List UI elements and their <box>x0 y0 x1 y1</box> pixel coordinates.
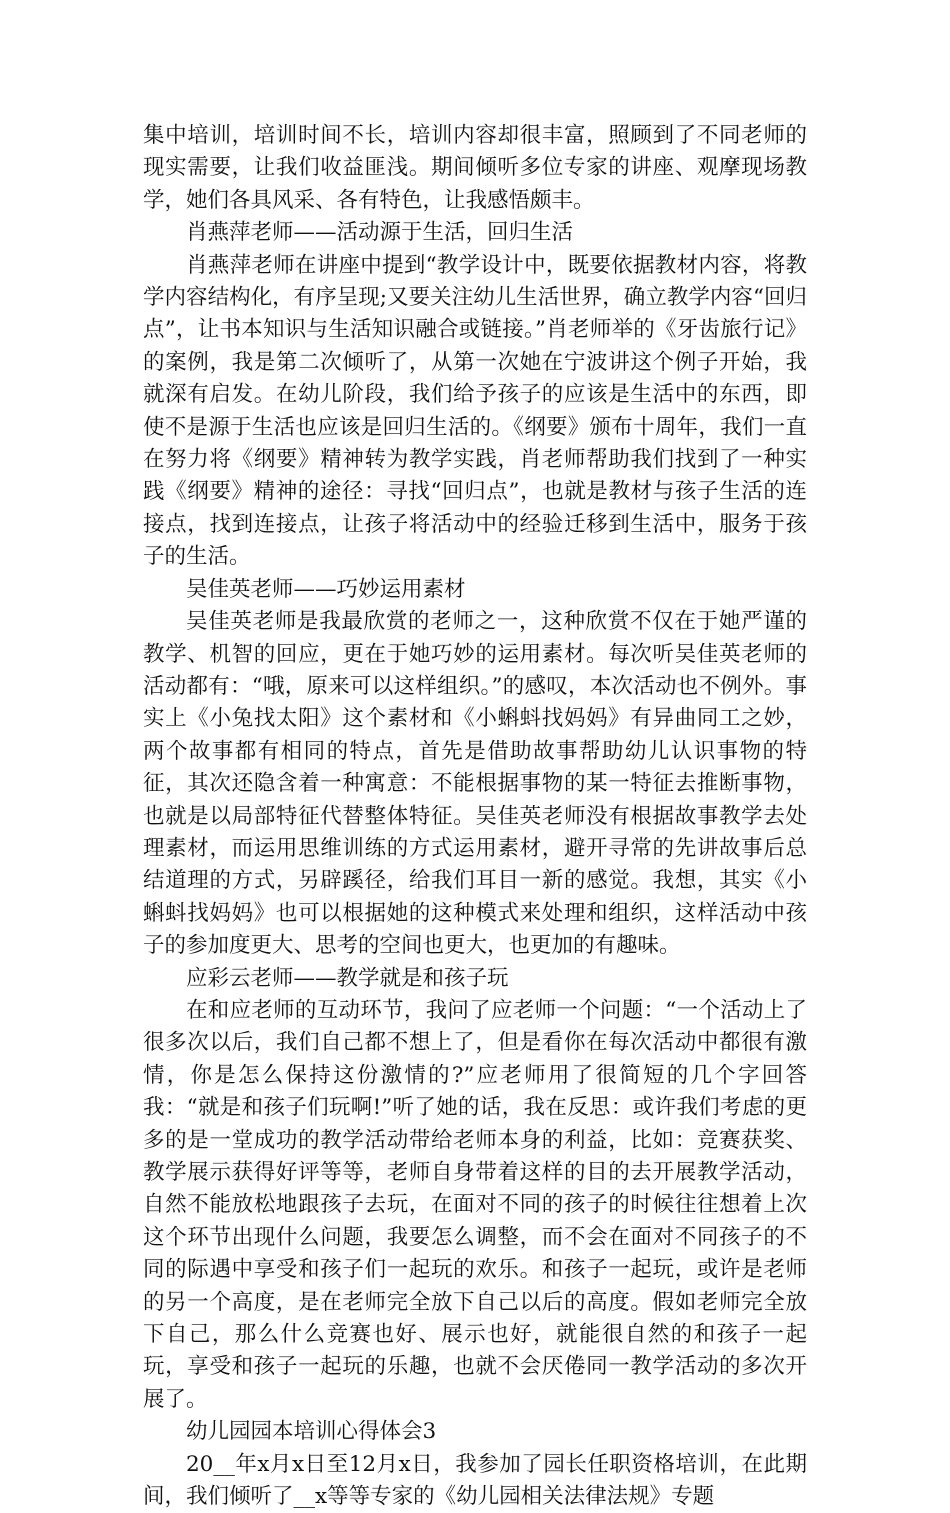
section-heading: 肖燕萍老师——活动源于生活，回归生活 <box>186 220 574 246</box>
body-paragraph: 吴佳英老师是我最欣赏的老师之一，这种欣赏不仅在于她严谨的教学、机智的回应，更在于她巧妙的运用素材。每次听吴佳英老师的活动都有：“哦，原来可以这样组织。”的感叹，本次活动也不例外。事实上《小兔找太阳》这个素材和《小蝌蚪找妈妈》有异曲同工之妙，两个故事都有相同的特点，首先是借助故事帮助幼儿认识事物的特征，其次还隐含着一种寓意：不能根据事物的某一特征去推断事物，也就是以局部特征代替整体特征。吴佳英老师没有根据故事教学去处理素材，而运用思维训练的方式运用素材，避开寻常的先讲故事后总结道理的方式，另辟蹊径，给我们耳目一新的感觉。我想，其实《小蝌蚪找妈妈》也可以根据她的这种模式来处理和组织，这样活动中孩子的参加度更大、思考的空间也更大，也更加的有趣味。 <box>143 609 807 959</box>
section-heading: 应彩云老师——教学就是和孩子玩 <box>186 965 509 991</box>
section-heading: 幼儿园园本培训心得体会3 <box>186 1419 437 1445</box>
body-paragraph: 肖燕萍老师在讲座中提到“教学设计中，既要依据教材内容，将教学内容结构化，有序呈现;又要关注幼儿生活世界，确立教学内容“回归点”，让书本知识与生活知识融合或链接。”肖老师举的《牙齿旅行记》的案例，我是第二次倾听了，从第一次她在宁波讲这个例子开始，我就深有启发。在幼儿阶段，我们给予孩子的应该是生活中的东西，即使不是源于生活也应该是回归生活的。《纲要》颁布十周年，我们一直在努力将《纲要》精神转为教学实践，肖老师帮助我们找到了一种实践《纲要》精神的途径：寻找“回归点”，也就是教材与孩子生活的连接点，找到连接点，让孩子将活动中的经验迁移到生活中，服务于孩子的生活。 <box>143 252 807 570</box>
document-page <box>143 120 807 1513</box>
section-heading: 吴佳英老师——巧妙运用素材 <box>186 576 466 602</box>
body-paragraph: 20__年x月x日至12月x日，我参加了园长任职资格培训，在此期间，我们倾听了__x等等专家的《幼儿园相关法律法规》专题 <box>143 1451 807 1510</box>
body-paragraph: 集中培训，培训时间不长，培训内容却很丰富，照顾到了不同老师的现实需要，让我们收益匪浅。期间倾听多位专家的讲座、观摩现场教学，她们各具风采、各有特色，让我感悟颇丰。 <box>143 123 807 213</box>
body-paragraph: 在和应老师的互动环节，我问了应老师一个问题：“一个活动上了很多次以后，我们自己都不想上了，但是看你在每次活动中都很有激情，你是怎么保持这份激情的?”应老师用了很简短的几个字回答我：“就是和孩子们玩啊!”听了她的话，我在反思：或许我们考虑的更多的是一堂成功的教学活动带给老师本身的利益，比如：竞赛获奖、教学展示获得好评等等，老师自身带着这样的目的去开展教学活动，自然不能放松地跟孩子去玩，在面对不同的孩子的时候往往想着上次这个环节出现什么问题，我要怎么调整，而不会在面对不同孩子的不同的际遇中享受和孩子们一起玩的欢乐。和孩子一起玩，或许是老师的另一个高度，是在老师完全放下自己以后的高度。假如老师完全放下自己，那么什么竞赛也好、展示也好，就能很自然的和孩子一起玩，享受和孩子一起玩的乐趣，也就不会厌倦同一教学活动的多次开展了。 <box>143 997 807 1412</box>
